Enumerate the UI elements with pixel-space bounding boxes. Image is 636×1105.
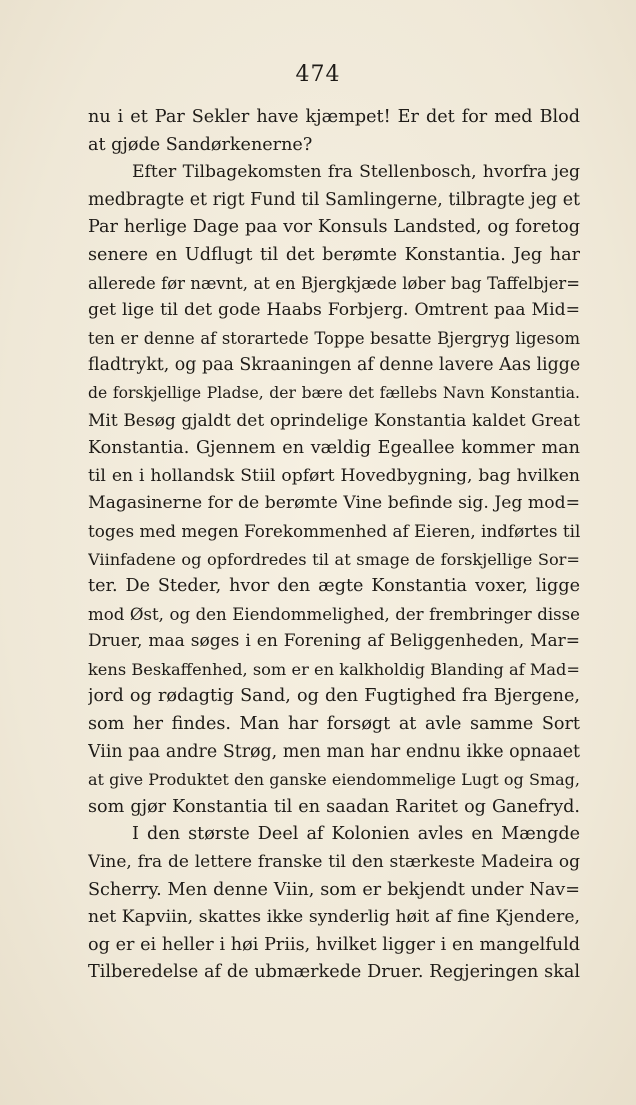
- text-line: toges med megen Forekommenhed af Eieren, indførtes til: [88, 520, 580, 541]
- text-line: I den største Deel af Kolonien avles en Mængde: [132, 824, 580, 845]
- text-line: og er ei heller i høi Priis, hvilket ligger i en mangelfuld: [88, 934, 580, 955]
- text-line: Vine, fra de lettere franske til den stærkeste Madeira og: [88, 852, 580, 873]
- text-line: fladtrykt, og paa Skraaningen af denne lavere Aas ligge: [88, 355, 580, 376]
- text-line: net Kapviin, skattes ikke synderlig høit af fine Kjendere,: [88, 907, 580, 928]
- text-line: get lige til det gode Haabs Forbjerg. Omtrent paa Mid=: [88, 300, 580, 321]
- text-line: Efter Tilbagekomsten fra Stellenbosch, hvorfra jeg: [132, 162, 580, 183]
- text-line: Viinfadene og opfordredes til at smage de forskjellige Sor=: [88, 549, 580, 569]
- text-line: Magasinerne for de berømte Vine befinde sig. Jeg mod=: [88, 493, 580, 514]
- text-line: som her findes. Man har forsøgt at avle samme Sort: [88, 714, 580, 735]
- text-line: at gjøde Sandørkenerne?: [88, 134, 313, 155]
- text-line: jord og rødagtig Sand, og den Fugtighed fra Bjergene,: [88, 686, 580, 707]
- text-line: til en i hollandsk Stiil opført Hovedbygning, bag hvilken: [88, 465, 580, 486]
- text-line: Viin paa andre Strøg, men man har endnu ikke opnaaet: [88, 741, 580, 762]
- text-line: medbragte et rigt Fund til Samlingerne, tilbragte jeg et: [88, 189, 580, 210]
- text-line: kens Beskaffenhed, som er en kalkholdig Blanding af Mad=: [88, 659, 580, 679]
- text-line: nu i et Par Sekler have kjæmpet! Er det for med Blod: [88, 107, 580, 127]
- page-number: 474: [295, 62, 341, 87]
- body-text: [88, 104, 580, 987]
- text-line: mod Øst, og den Eiendommelighed, der frembringer disse: [88, 604, 580, 624]
- text-line: senere en Udflugt til det berømte Konstantia. Jeg har: [88, 244, 580, 265]
- text-line: Tilberedelse af de ubmærkede Druer. Regjeringen skal: [88, 962, 580, 983]
- text-line: som gjør Konstantia til en saadan Raritet og Ganefryd.: [88, 796, 580, 817]
- text-line: de forskjellige Pladse, der bære det fællebs Navn Konstantia.: [88, 383, 580, 402]
- text-line: ten er denne af storartede Toppe besatte Bjergryg ligesom: [88, 328, 580, 348]
- text-line: Par herlige Dage paa vor Konsuls Landsted, og foretog: [88, 217, 580, 238]
- text-line: ter. De Steder, hvor den ægte Konstantia voxer, ligge: [88, 576, 580, 597]
- text-line: Mit Besøg gjaldt det oprindelige Konstantia kaldet Great: [88, 410, 580, 431]
- text-line: allerede før nævnt, at en Bjergkjæde løber bag Taffelbjer=: [88, 273, 580, 293]
- text-line: Druer, maa søges i en Forening af Beliggenheden, Mar=: [88, 631, 580, 652]
- text-line: Konstantia. Gjennem en vældig Egeallee kommer man: [88, 438, 580, 459]
- text-line: at give Produktet den ganske eiendommelige Lugt og Smag,: [88, 770, 580, 790]
- text-line: Scherry. Men denne Viin, som er bekjendt under Nav=: [88, 879, 580, 900]
